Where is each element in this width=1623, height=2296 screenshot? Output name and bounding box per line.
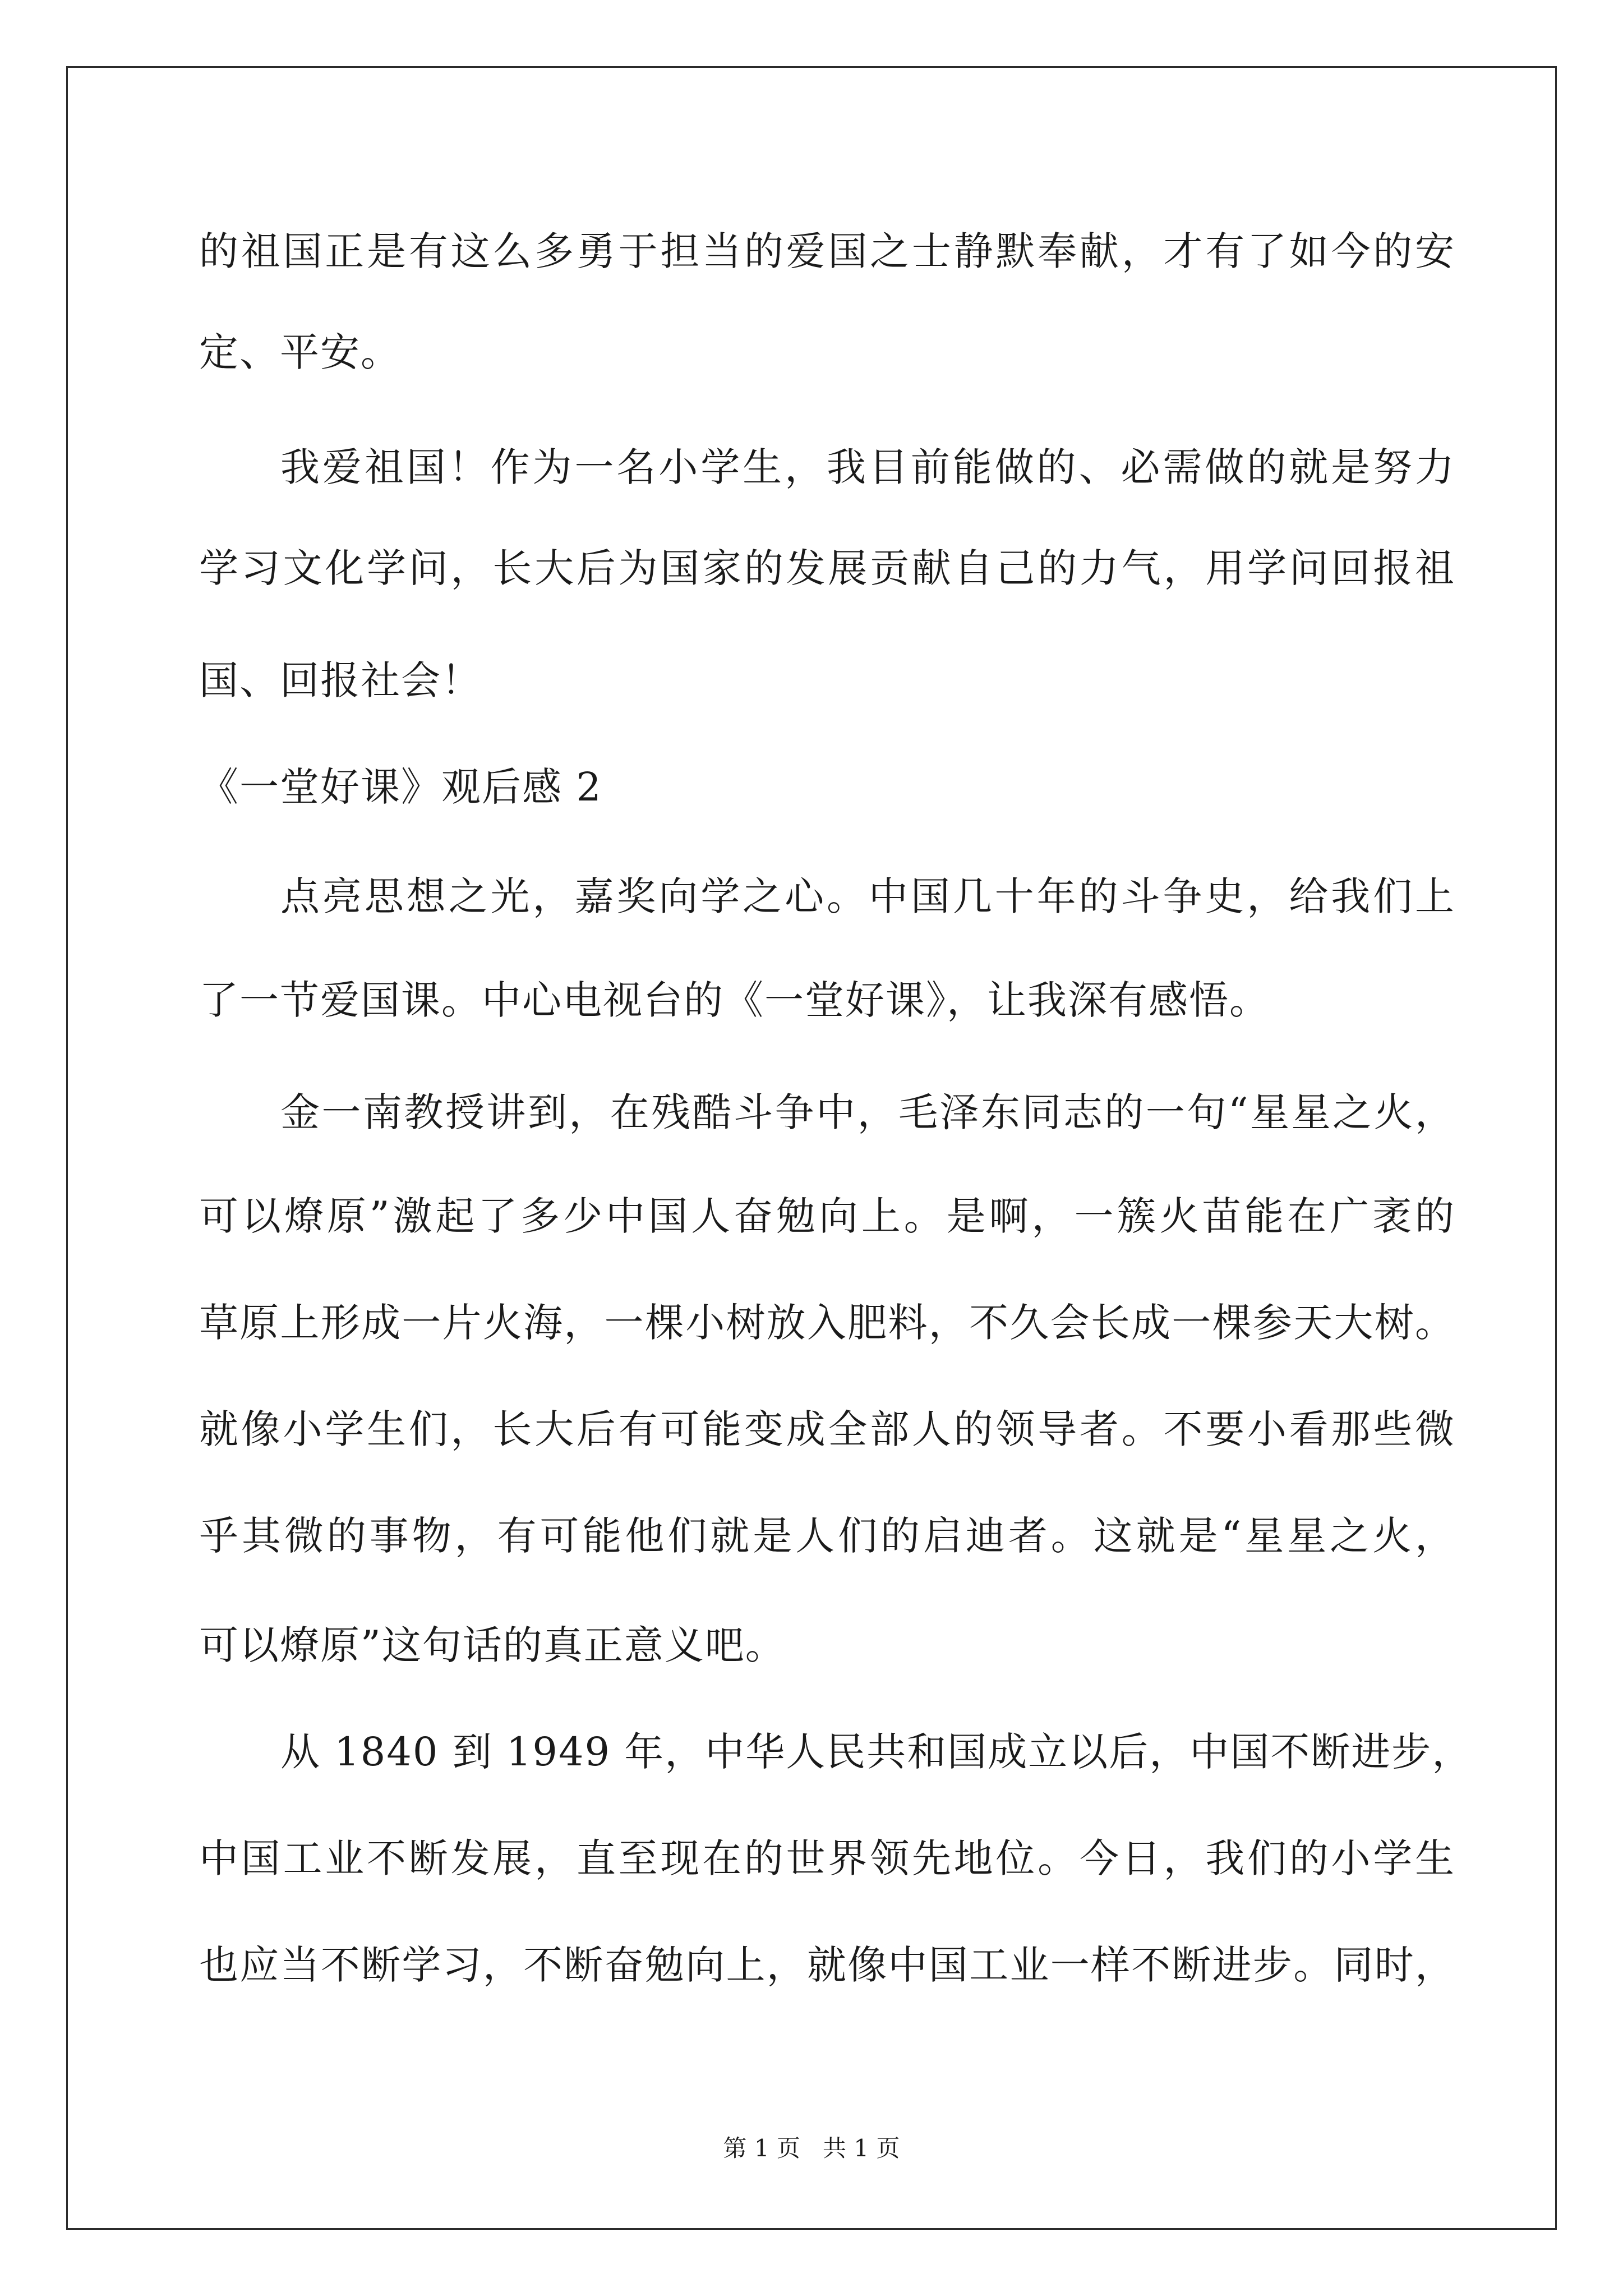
body-text-line: 了一节爱国课。中心电视台的《一堂好课》，让我深有感悟。 [199,977,1270,1023]
page-number-footer: 第 1 页 共 1 页 [723,2134,900,2162]
body-text-line: 也应当不断学习，不断奋勉向上，就像中国工业一样不断进步。同时， [199,1942,1455,1988]
body-text-line: 点亮思想之光，嘉奖向学之心。中国几十年的斗争史，给我们上 [280,873,1455,919]
body-text-line: 乎其微的事物，有可能他们就是人们的启迪者。这就是“星星之火， [199,1513,1455,1559]
body-text-line: 就像小学生们，长大后有可能变成全部人的领导者。不要小看那些微 [199,1406,1455,1452]
body-text-line: 从 1840 到 1949 年，中华人民共和国成立以后，中国不断进步， [280,1729,1473,1775]
body-text-line: 我爱祖国！作为一名小学生，我目前能做的、必需做的就是努力 [280,444,1455,490]
body-text-line: 中国工业不断发展，直至现在的世界领先地位。今日，我们的小学生 [199,1835,1455,1881]
body-text-line: 可以燎原”激起了多少中国人奋勉向上。是啊，一簇火苗能在广袤的 [199,1193,1455,1239]
body-text-line: 可以燎原”这句话的真正意义吧。 [199,1622,786,1668]
section-heading: 《一堂好课》观后感 2 [199,764,602,810]
body-text-line: 国、回报社会！ [199,657,482,703]
page-frame [66,66,1557,2230]
body-text-line: 的祖国正是有这么多勇于担当的爱国之士静默奉献，才有了如今的安 [199,228,1455,274]
body-text-line: 定、平安。 [199,329,401,375]
body-text-line: 学习文化学问，长大后为国家的发展贡献自己的力气，用学问回报祖 [199,545,1455,591]
body-text-line: 金一南教授讲到，在残酷斗争中，毛泽东同志的一句“星星之火， [280,1089,1455,1135]
body-text-line: 草原上形成一片火海，一棵小树放入肥料，不久会长成一棵参天大树。 [199,1300,1455,1346]
